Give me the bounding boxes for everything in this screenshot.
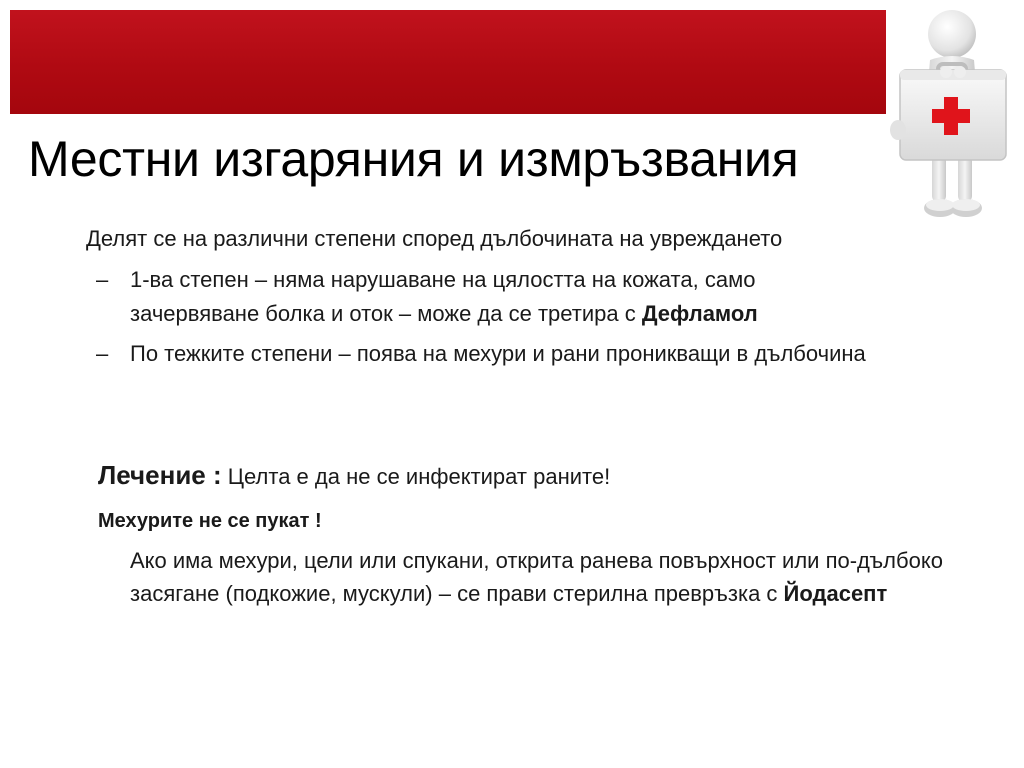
bullet-text: 1-ва степен – няма нарушаване на цялостта на кожата, само зачервяване болка и оток – може да се третира с [130,267,756,326]
treatment-line [98,458,610,494]
bullet-severe-degrees: По тежките степени – поява на мехури и рани проникващи в дълбочина [130,341,866,366]
treatment-label: Лечение : [98,460,222,490]
drug-name-iodasept: Йодасепт [783,581,888,606]
paragraph-text: Ако има мехури, цели или спукани, открита раневa повърхност или по-дълбоко засягане (подкожие, мускули) – се прави стерилна превръзка с [130,548,943,606]
first-aid-figure-icon [888,4,1012,226]
blisters-note: Мехурите не се пукат ! [98,510,322,532]
bullet-marker: – [96,341,109,366]
bullet-first-degree [130,263,890,331]
treatment-text: Целта е да не се инфектират раните! [221,464,611,489]
header-red-band [10,10,886,114]
dressing-paragraph [130,544,980,610]
intro-text: Делят се на различни степени според дълбочината на увреждането [86,226,783,251]
drug-name-deflamol: Дефламол [641,301,758,326]
slide-title: Местни изгаряния и измръзвания [28,131,799,187]
bullet-marker: – [96,267,109,292]
